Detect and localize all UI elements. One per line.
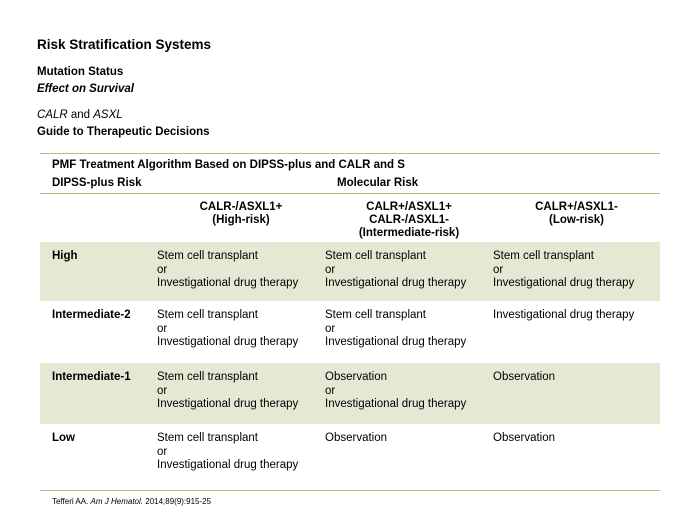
table-cell: Stem cell transplant or Investigational drug therapy — [157, 371, 299, 410]
table-row-intermediate-2 — [40, 301, 660, 363]
therapeutic-guide-label: Guide to Therapeutic Decisions — [37, 126, 210, 138]
citation-details: 2014;89(9):915-25 — [143, 497, 212, 506]
group-dipss-plus-risk: DIPSS-plus Risk — [52, 177, 142, 189]
column-header-empty — [40, 194, 157, 242]
table-row-intermediate-1 — [40, 363, 660, 424]
table-row-low — [40, 424, 660, 490]
table-cell: Investigational drug therapy — [493, 309, 635, 321]
table-cell: Stem cell transplant or Investigational drug therapy — [325, 309, 467, 348]
risk-label-intermediate-2: Intermediate-2 — [52, 309, 131, 321]
gene-asxl: ASXL — [93, 109, 123, 121]
mutation-section — [37, 64, 134, 98]
column-header-intermediate-risk: CALR+/ASXL1+ CALR-/ASXL1- (Intermediate-risk) — [358, 201, 460, 239]
table-cell: Observation or Investigational drug therapy — [325, 371, 467, 410]
risk-label-low: Low — [52, 432, 75, 444]
table-cell: Stem cell transplant or Investigational drug therapy — [493, 250, 635, 289]
gene-and: and — [67, 109, 94, 121]
citation-journal: Am J Hematol. — [90, 497, 144, 506]
page-title: Risk Stratification Systems — [37, 37, 212, 52]
column-header-low-risk: CALR+/ASXL1- (Low-risk) — [535, 201, 618, 226]
gene-calr: CALR — [37, 109, 68, 121]
table-cell: Stem cell transplant or Investigational drug therapy — [157, 309, 299, 348]
gene-section — [37, 107, 210, 141]
column-header-high-risk: CALR-/ASXL1+ (High-risk) — [199, 201, 283, 226]
table-caption: PMF Treatment Algorithm Based on DIPSS-plus and CALR and S — [52, 159, 405, 171]
table-cell: Observation — [493, 371, 556, 383]
risk-label-intermediate-1: Intermediate-1 — [52, 371, 131, 383]
table-bottom-rule — [40, 490, 660, 491]
table-cell: Stem cell transplant or Investigational drug therapy — [157, 250, 299, 289]
effect-on-survival-label: Effect on Survival — [37, 83, 134, 95]
mutation-status-label: Mutation Status — [37, 66, 124, 78]
gene-line — [37, 107, 210, 124]
table-cell: Stem cell transplant or Investigational drug therapy — [325, 250, 467, 289]
treatment-table — [40, 153, 660, 491]
table-cell: Stem cell transplant or Investigational drug therapy — [157, 432, 299, 471]
table-cell: Observation — [493, 432, 556, 444]
column-header-row — [40, 194, 660, 242]
table-cell: Observation — [325, 432, 388, 444]
table-row-high — [40, 242, 660, 301]
risk-label-high: High — [52, 250, 78, 262]
table-group-headers — [40, 175, 660, 193]
citation-footer — [52, 497, 211, 506]
citation-author: Tefferi AA. — [52, 497, 91, 506]
group-molecular-risk: Molecular Risk — [337, 177, 419, 189]
